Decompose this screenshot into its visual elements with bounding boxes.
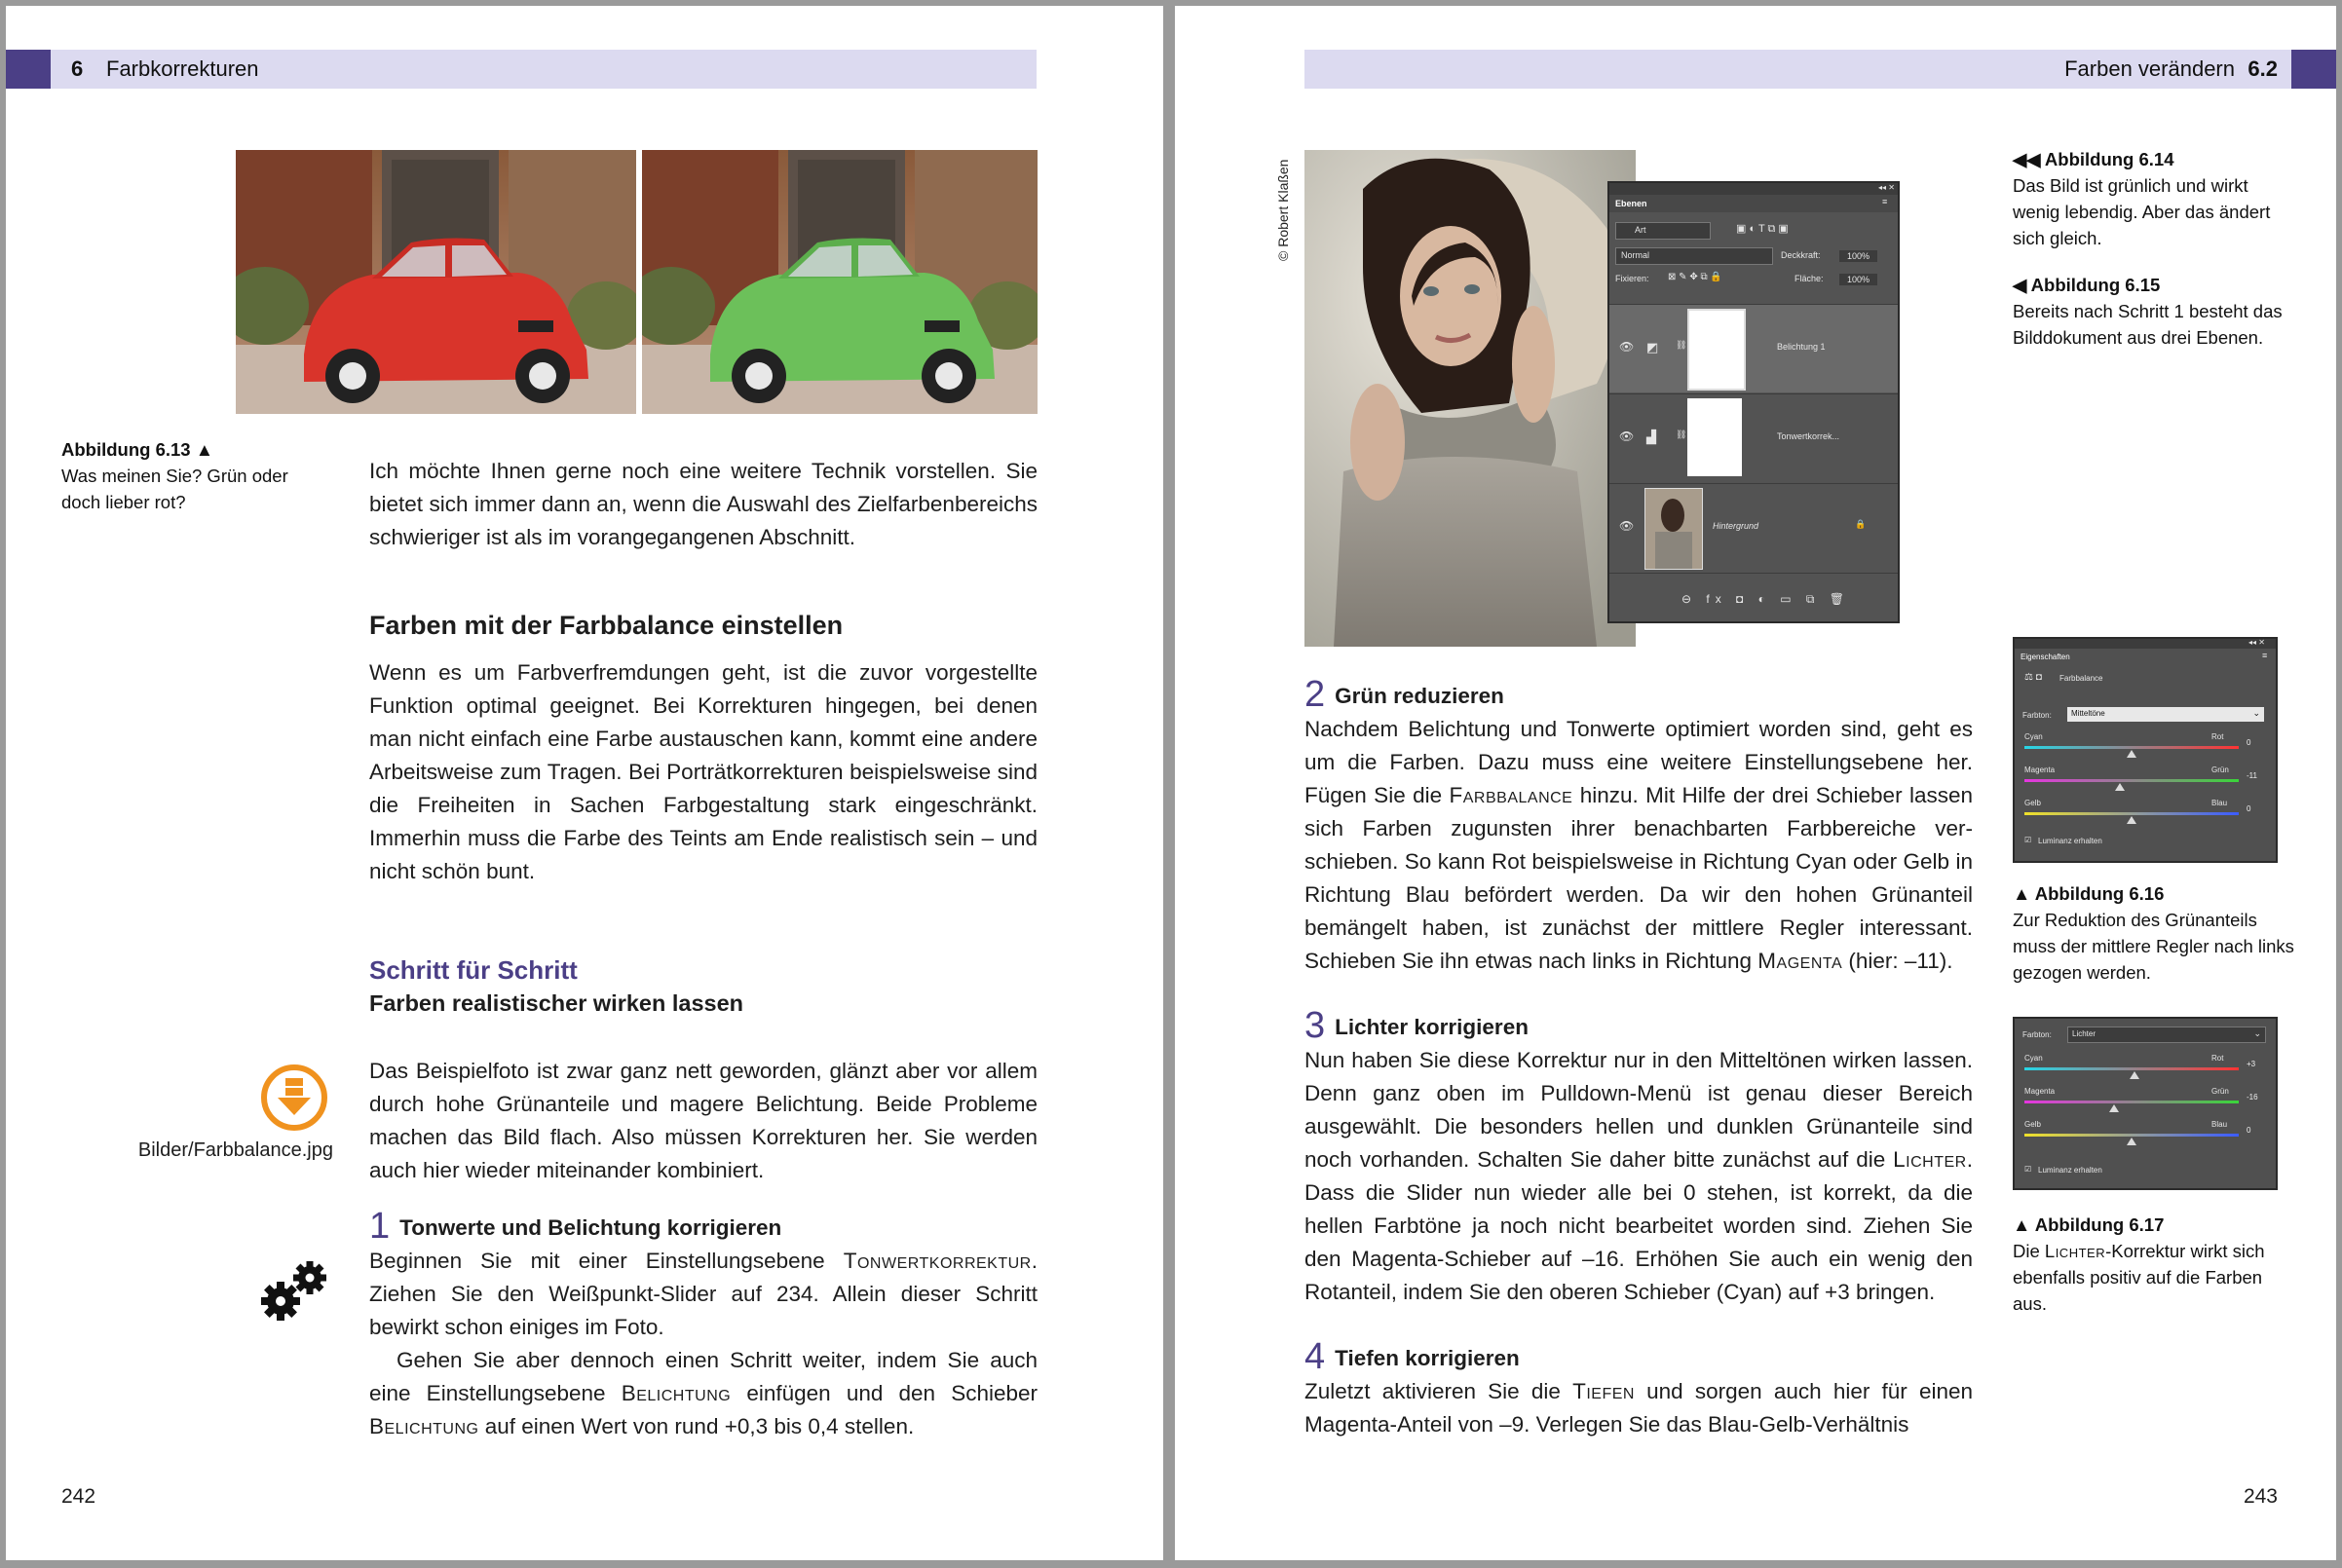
step-paragraph: Nachdem Belichtung und Tonwerte optimiert worden sind, geht es um die Farben. Dazu muss eine weitere Einstellungsebene her. Fügen Sie die Farbbalance hinzu. Mit Hilfe der drei Schieber lassen sich Farben zugunsten ihrer benachbarten Farbbereiche verschieben. So kann Rot beispielsweise in Richtung Cyan oder Gelb in Richtung Blau befördert werden. Da wir den hohen Grünanteil bemängelt haben, ist zunächst der mittlere Regler interessant. Schieben Sie ihn etwas nach links in Richtung Magenta (hier: –11). <box>1304 717 1973 973</box>
properties-tab[interactable]: Eigenschaften <box>2021 653 2070 661</box>
slider-thumb[interactable] <box>2127 1138 2136 1145</box>
exposure-adjustment-icon: ◩ <box>1646 340 1659 355</box>
photo-green-car <box>642 150 1038 414</box>
slider-value[interactable]: 0 <box>2247 1126 2251 1135</box>
slider-left-label: Cyan <box>2024 1054 2043 1063</box>
layers-tab[interactable]: Ebenen <box>1615 199 1647 208</box>
step-number: 2 <box>1304 674 1326 715</box>
slider-left-label: Magenta <box>2024 1087 2056 1096</box>
figure-text: Das Bild ist grünlich und wirkt wenig lebendig. Aber das ändert sich gleich. <box>2013 175 2271 248</box>
luminance-checkbox[interactable]: ☑ <box>2024 1165 2032 1174</box>
eye-icon[interactable]: 👁 <box>1619 340 1635 354</box>
header-tab <box>6 50 51 89</box>
right-page <box>1175 6 2336 1560</box>
opacity-label: Deckkraft: <box>1781 250 1821 260</box>
page-number-right: 243 <box>2243 1485 2278 1508</box>
slider-thumb[interactable] <box>2127 750 2136 758</box>
step-number: 4 <box>1304 1336 1326 1377</box>
layers-panel[interactable]: ◂◂ ✕ Ebenen ≡ Art ▣ ◐ T ⧉ ▣ Normal Deckkraft: 100% Fixieren: ⊠ ✎ ✥ ⧉ 🔒 Fläche: 100% 👁 ◩ ⛓ Belichtung 1 👁 ▟ ⛓ Tonwertkorrek... 👁 Hintergrund 🔒 ⊖ fx ◘ ◐ ▭ ⧉ 🗑 <box>1607 181 1900 623</box>
opacity-value[interactable]: 100% <box>1839 250 1877 262</box>
color-slider-track[interactable] <box>2024 746 2239 749</box>
figure-label: ◀◀ Abbildung 6.14 <box>2013 149 2174 169</box>
page-number-left: 242 <box>61 1485 96 1508</box>
slider-right-label: Blau <box>2211 1120 2228 1129</box>
figure-caption-6-15 <box>2013 272 2295 351</box>
figure-text: Die Lichter-Korrektur wirkt sich ebenfalls positiv auf die Farben aus. <box>2013 1241 2265 1314</box>
blend-mode-select[interactable]: Normal <box>1621 250 1650 260</box>
step-paragraph: Nun haben Sie diese Korrektur nur in den Mitteltönen wirken lassen. Denn ganz oben im Pulldown-Menü ist genau dieser Bereich ausgewählt. Die besonders hellen und dunklen Grünanteile sind noch vorhanden. Schalten Sie daher bitte zunächst auf die Lichter. Dass die Slider nun wieder alle bei 0 stehen, ist korrekt, da die hellen Farbtöne ja noch nicht bearbeitet worden sind. Ziehen Sie den Magenta-Schieber auf –16. Erhöhen Sie auch ein wenig den Rotanteil, indem Sie den oberen Schieber (Cyan) auf +3 bringen. <box>1304 1048 1973 1304</box>
header-tab <box>2291 50 2336 89</box>
step-1 <box>369 1206 1039 1443</box>
color-slider-track[interactable] <box>2024 1134 2239 1137</box>
step-number: 1 <box>369 1206 391 1247</box>
layer-row[interactable]: 👁 ▟ ⛓ Tonwertkorrek... <box>1609 393 1898 482</box>
color-slider-track[interactable] <box>2024 779 2239 782</box>
slider-left-label: Magenta <box>2024 765 2056 774</box>
step-heading: Tiefen korrigieren <box>1335 1346 1520 1370</box>
intro-paragraph: Ich möchte Ihnen gerne noch eine weitere Technik vorstellen. Sie bietet sich immer dann an, wenn die Auswahl des Zielfarbenbereichs schwieriger ist als im vorangegangenen Abschnitt. <box>369 459 1038 549</box>
tone-select[interactable]: Lichter ⌄ <box>2067 1027 2266 1043</box>
color-slider-track[interactable] <box>2024 1101 2239 1103</box>
tone-select[interactable]: Mitteltöne ⌄ <box>2067 707 2264 722</box>
slider-value[interactable]: -11 <box>2247 771 2257 780</box>
eye-icon[interactable]: 👁 <box>1619 429 1635 443</box>
layer-name[interactable]: Belichtung 1 <box>1777 342 1826 352</box>
section-paragraph: Wenn es um Farbverfremdungen geht, ist die zuvor vorgestellte Funktion optimal geeignet. Bei Korrekturen hingegen, bei denen man nicht einfach eine Farbe austauschen kann, kommt eine andere Arbeitsweise zum Tragen. Bei Porträtkorrekturen beispielsweise sind die Freiheiten in Sachen Farbgestaltung stark eingeschränkt. Immerhin muss die Farbe des Teints am Ende realistisch sein – und nicht schön bunt. <box>369 660 1038 883</box>
layer-name[interactable]: Hintergrund <box>1713 521 1759 531</box>
color-slider-track[interactable] <box>2024 812 2239 815</box>
properties-panel-midtones[interactable]: ◂◂ ✕ Eigenschaften ≡ ⚖ ◘ Farbbalance Farbton: Mitteltöne ⌄ Cyan Rot 0 Magenta Grün -11 Gelb Blau 0 ☑ Luminanz erhalten <box>2013 637 2278 863</box>
slider-value[interactable]: -16 <box>2247 1093 2258 1101</box>
slider-thumb[interactable] <box>2127 816 2136 824</box>
layer-filter-select[interactable]: Art <box>1635 225 1646 235</box>
fill-value[interactable]: 100% <box>1839 274 1877 285</box>
layer-row[interactable] <box>1609 483 1898 572</box>
figure-text: Bereits nach Schritt 1 besteht das Bilddokument aus drei Ebenen. <box>2013 301 2283 348</box>
gears-icon <box>257 1256 335 1325</box>
lock-icon: 🔒 <box>1855 519 1867 529</box>
step-intro-paragraph: Das Beispielfoto ist zwar ganz nett geworden, glänzt aber vor allem durch hohe Grünanteile und magere Belichtung. Beide Probleme machen das Bild flach. Also müssen Korrekturen her. Sie werden auch hier wieder miteinander kombiniert. <box>369 1059 1038 1182</box>
luminance-label: Luminanz erhalten <box>2038 1166 2102 1175</box>
step-number: 3 <box>1304 1005 1326 1046</box>
tone-label: Farbton: <box>2022 1030 2052 1039</box>
figure-label: Abbildung 6.13 ▲ <box>61 439 214 460</box>
step-kicker: Schritt für Schritt <box>369 955 578 985</box>
slider-thumb[interactable] <box>2115 783 2125 791</box>
levels-adjustment-icon: ▟ <box>1646 429 1656 444</box>
figure-caption-6-16 <box>2013 880 2295 986</box>
slider-thumb[interactable] <box>2109 1104 2119 1112</box>
lock-label: Fixieren: <box>1615 274 1649 283</box>
slider-right-label: Rot <box>2211 1054 2224 1063</box>
chapter-title: Farbkorrekturen <box>106 56 259 81</box>
luminance-label: Luminanz erhalten <box>2038 837 2102 845</box>
figure-label: ▲ Abbildung 6.17 <box>2013 1214 2165 1235</box>
step-paragraph: Beginnen Sie mit einer Einstellungsebene Tonwertkorrektur. Ziehen Sie den Weißpunkt-Slider auf 234. Allein dieser Schritt bewirkt schon einiges im Foto. <box>369 1249 1038 1339</box>
photo-credit: © Robert Klaßen <box>1275 159 1291 261</box>
figure-caption-6-17 <box>2013 1212 2295 1317</box>
left-page <box>6 6 1163 1560</box>
lock-icons[interactable]: ⊠ ✎ ✥ ⧉ 🔒 <box>1668 272 1722 282</box>
figure-text: Was meinen Sie? Grün oder doch lieber rot? <box>61 466 288 512</box>
step-heading: Grün reduzieren <box>1335 684 1504 708</box>
step-3 <box>1304 1005 1973 1309</box>
slider-right-label: Rot <box>2211 732 2224 741</box>
step-title: Farben realistischer wirken lassen <box>369 990 744 1016</box>
step-4 <box>1304 1336 1973 1441</box>
step-paragraph: Zuletzt aktivieren Sie die Tiefen und sorgen auch hier für einen Magenta-Anteil von –9. Verlegen Sie das Blau-Gelb-Verhältnis <box>1304 1379 1973 1437</box>
color-balance-icon: ⚖ ◘ <box>2024 672 2042 683</box>
download-icon[interactable] <box>259 1063 329 1133</box>
section-number: 6.2 <box>2248 56 2278 81</box>
running-header-left <box>6 50 1037 89</box>
tone-label: Farbton: <box>2022 711 2052 720</box>
slider-left-label: Gelb <box>2024 1120 2041 1129</box>
slider-left-label: Cyan <box>2024 732 2043 741</box>
luminance-checkbox[interactable]: ☑ <box>2024 836 2032 844</box>
figure-label: ▲ Abbildung 6.16 <box>2013 883 2165 904</box>
slider-thumb[interactable] <box>2130 1071 2139 1079</box>
figure-label: ◀ Abbildung 6.15 <box>2013 275 2161 295</box>
download-file-label[interactable]: Bilder/Farbbalance.jpg <box>137 1139 333 1161</box>
figure-caption-6-14 <box>2013 146 2295 251</box>
chapter-number: 6 <box>71 56 84 81</box>
photo-red-car <box>236 150 636 414</box>
slider-value[interactable]: 0 <box>2247 738 2251 747</box>
figure-text: Zur Reduktion des Grünanteils muss der mittlere Regler nach links gezogen werden. <box>2013 910 2294 983</box>
properties-panel-highlights[interactable] <box>2013 1017 2278 1190</box>
step-heading: Lichter korrigieren <box>1335 1015 1529 1039</box>
step-2 <box>1304 674 1973 978</box>
section-title: Farben verändern <box>2064 56 2235 81</box>
slider-value[interactable]: +3 <box>2247 1060 2256 1068</box>
section-heading: Farben mit der Farbbalance einstellen <box>369 611 844 640</box>
slider-value[interactable]: 0 <box>2247 804 2251 813</box>
portrait-photo <box>1304 150 1636 647</box>
layer-thumbnail[interactable] <box>1644 488 1703 570</box>
slider-right-label: Grün <box>2211 1087 2229 1096</box>
step-paragraph: Gehen Sie aber dennoch einen Schritt weiter, indem Sie auch eine Einstellungsebene Belichtung einfügen und den Schieber Belichtung auf einen Wert von rund +0,3 bis 0,4 stellen. <box>369 1348 1039 1438</box>
eye-icon[interactable]: 👁 <box>1619 519 1635 533</box>
running-header-right <box>1304 50 2336 89</box>
layer-mask-thumbnail[interactable] <box>1687 309 1746 391</box>
slider-left-label: Gelb <box>2024 799 2041 807</box>
slider-right-label: Grün <box>2211 765 2229 774</box>
color-slider-track[interactable] <box>2024 1067 2239 1070</box>
figure-caption-6-13 <box>61 436 324 515</box>
layers-bottom-toolbar[interactable]: ⊖ fx ◘ ◐ ▭ ⧉ 🗑 <box>1681 592 1851 606</box>
adjustment-name: Farbbalance <box>2059 674 2103 683</box>
layer-mask-thumbnail[interactable] <box>1687 398 1742 476</box>
fill-label: Fläche: <box>1794 274 1824 283</box>
slider-right-label: Blau <box>2211 799 2228 807</box>
layer-row[interactable]: 👁 ◩ ⛓ Belichtung 1 <box>1609 304 1898 392</box>
step-heading: Tonwerte und Belichtung korrigieren <box>399 1215 782 1240</box>
layer-name[interactable]: Tonwertkorrek... <box>1777 431 1840 441</box>
